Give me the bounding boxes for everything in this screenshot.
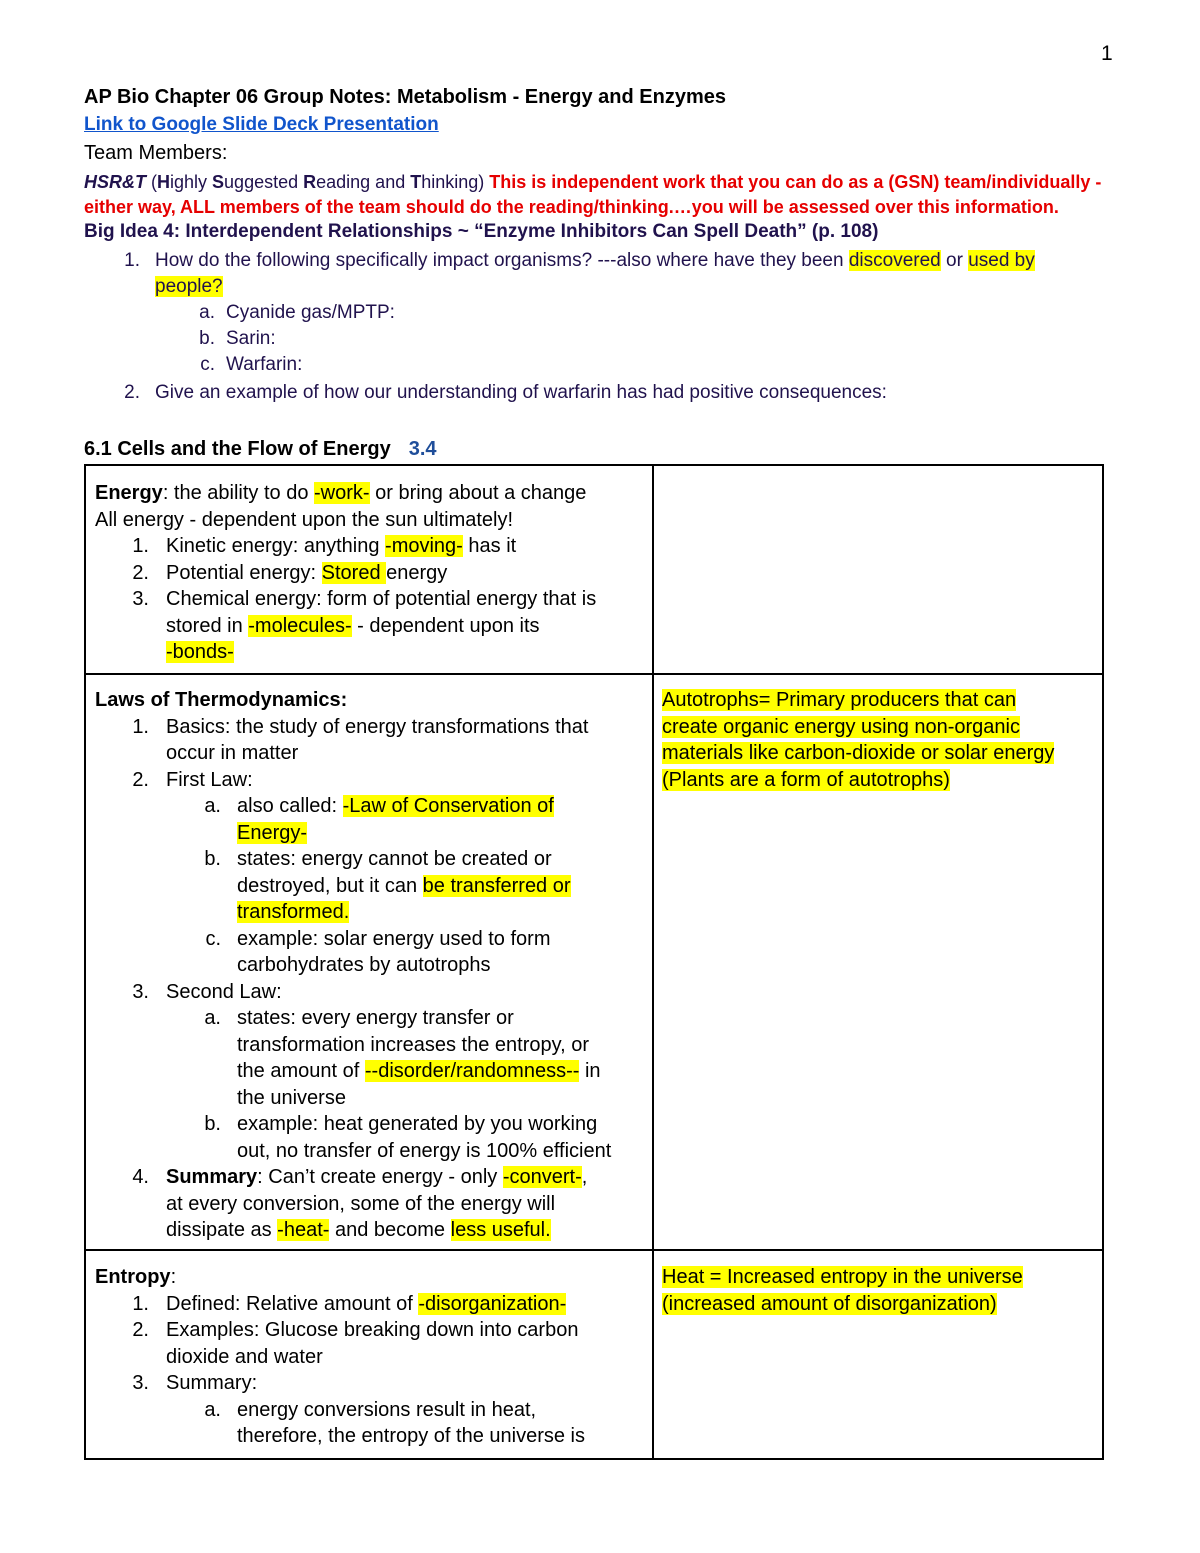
cell-text: Defined: Relative amount of	[166, 1292, 419, 1315]
highlight: -bonds-	[166, 641, 234, 663]
list-number: 2.	[124, 382, 140, 403]
list-number: c.	[200, 354, 215, 375]
big-idea-heading: Big Idea 4: Interdependent Relationships ~ “Enzyme Inhibitors Can Spell Death” (p. 108)	[84, 221, 879, 242]
cell-text: out, no transfer of energy is 100% efficient	[237, 1139, 612, 1162]
list-number: 2.	[132, 768, 149, 791]
cell-text: Chemical energy: form of potential energy that is	[166, 588, 597, 610]
cell-text: states: every energy transfer or	[237, 1007, 514, 1029]
highlight: -disorganization-	[418, 1292, 567, 1315]
hsr-text: R	[303, 172, 317, 192]
hsr-text: eading and	[316, 172, 411, 192]
section-score: 3.4	[408, 438, 437, 460]
cell-text: Basics: the study of energy transformations that	[166, 715, 589, 738]
question-text: Give an example of how our understanding of warfarin has had positive consequences:	[155, 382, 887, 403]
cell-text: - dependent upon its	[351, 614, 540, 637]
highlight: -Law of Conservation of	[342, 795, 554, 817]
thermodynamics-heading: Laws of Thermodynamics:	[95, 689, 348, 711]
highlight: --disorder/randomness--	[364, 1060, 580, 1082]
hsr-red-note: This is independent work that you can do as a (GSN) team/individually - either way, ALL members of the team should do the reading/thinking.…you will be assessed over this information.	[84, 172, 1102, 217]
table-divider	[86, 673, 1102, 675]
list-number: a.	[204, 795, 221, 817]
highlight: -convert-	[502, 1166, 582, 1188]
table-divider	[652, 466, 654, 1458]
hsr-text: (	[146, 172, 157, 192]
highlight: Stored	[321, 561, 387, 584]
highlight: -work-	[314, 482, 370, 504]
highlight: create organic energy using non-organic	[662, 715, 1020, 738]
cell-text: transformation increases the entropy, or	[237, 1033, 590, 1056]
cell-text: the amount of	[237, 1060, 365, 1082]
highlight: (Plants are a form of autotrophs)	[662, 768, 950, 791]
cell-text: at every conversion, some of the energy will	[166, 1192, 556, 1215]
cell-text: therefore, the entropy of the universe is	[237, 1425, 585, 1447]
question-text: How do the following specifically impact organisms? ---also where have they been	[155, 250, 849, 271]
list-number: b.	[204, 848, 221, 870]
cell-text: occur in matter	[166, 742, 299, 764]
cell-text: Kinetic energy: anything	[166, 535, 386, 557]
section-title	[84, 438, 437, 461]
slide-deck-link[interactable]: Link to Google Slide Deck Presentation	[84, 114, 439, 135]
question-1-text-cont	[155, 274, 223, 300]
entropy-heading: Entropy	[95, 1266, 171, 1288]
highlight: Heat = Increased entropy in the universe	[662, 1266, 1023, 1288]
cell-text: dioxide and water	[166, 1345, 323, 1368]
hsr-text: T	[410, 172, 422, 192]
cell-text: states: energy cannot be created or	[237, 848, 552, 870]
cell-text: the universe	[237, 1086, 346, 1109]
table-divider	[86, 1249, 1102, 1251]
cell-text: Summary:	[166, 1372, 258, 1394]
list-number: a.	[199, 302, 215, 323]
list-number: 3.	[132, 980, 149, 1003]
cell-text: : Can’t create energy - only	[257, 1166, 503, 1188]
list-number: b.	[204, 1113, 221, 1135]
highlight: discovered	[848, 250, 941, 271]
highlight: -moving-	[385, 535, 463, 557]
section-title-text: 6.1 Cells and the Flow of Energy	[84, 438, 391, 460]
list-number: 3.	[132, 588, 149, 610]
cell-text: destroyed, but it can	[237, 874, 423, 897]
team-members-label: Team Members:	[84, 142, 228, 164]
hsr-text: hinking)	[421, 172, 485, 192]
hsr-text: S	[212, 172, 225, 192]
highlight: Autotrophs= Primary producers that can	[662, 689, 1017, 711]
list-number: 1.	[132, 535, 149, 557]
cell-text: Examples: Glucose breaking down into carbon	[166, 1319, 579, 1341]
energy-heading: Energy	[95, 482, 163, 504]
list-number: b.	[199, 328, 215, 349]
cell-text: ,	[581, 1166, 588, 1188]
cell-text: also called:	[237, 795, 343, 817]
cell-text: Potential energy:	[166, 561, 322, 584]
cell-text: energy conversions result in heat,	[237, 1398, 537, 1421]
cell-text: and become	[329, 1219, 451, 1241]
list-number: 2.	[132, 1319, 149, 1341]
highlight: Energy-	[237, 821, 308, 844]
cell-text: : the ability to do	[162, 482, 315, 504]
cell-text: example: solar energy used to form	[237, 927, 551, 950]
highlight: -molecules-	[248, 614, 352, 637]
list-number: 4.	[132, 1166, 149, 1188]
cell-text: carbohydrates by autotrophs	[237, 954, 491, 976]
cell-text: :	[170, 1266, 177, 1288]
cell-text: energy	[386, 561, 448, 584]
cell-text: in	[579, 1060, 601, 1082]
cell-text: dissipate as	[166, 1219, 278, 1241]
cell-text: example: heat generated by you working	[237, 1113, 598, 1135]
list-number: 2.	[132, 561, 149, 584]
cell-text: has it	[462, 535, 517, 557]
summary-label: Summary	[166, 1166, 258, 1188]
list-number: c.	[205, 927, 221, 950]
sub-question-text: Sarin:	[226, 328, 276, 349]
page-number: 1	[1101, 42, 1113, 65]
cell-text: stored in	[166, 614, 249, 637]
hsr-text: ighly	[170, 172, 213, 192]
highlight: (increased amount of disorganization)	[662, 1292, 997, 1315]
question-1-text	[155, 248, 1035, 274]
highlight: used by	[968, 250, 1035, 271]
notes-table	[84, 464, 1104, 1460]
sub-question-text: Cyanide gas/MPTP:	[226, 302, 395, 323]
list-number: 1.	[132, 1292, 149, 1315]
highlight: -heat-	[277, 1219, 330, 1241]
list-number: a.	[204, 1007, 221, 1029]
hsr-text: uggested	[224, 172, 304, 192]
highlight: people?	[155, 276, 223, 297]
cell-text: First Law:	[166, 768, 253, 791]
hsr-instructions	[84, 170, 1124, 220]
list-number: 3.	[132, 1372, 149, 1394]
highlight: be transferred or	[422, 874, 571, 897]
document-title: AP Bio Chapter 06 Group Notes: Metabolism - Energy and Enzymes	[84, 86, 726, 108]
question-text: or	[940, 250, 969, 271]
cell-text: All energy - dependent upon the sun ultimately!	[95, 508, 514, 531]
cell-text: Second Law:	[166, 980, 282, 1003]
cell-text: or bring about a change	[369, 482, 587, 504]
highlight: transformed.	[237, 901, 350, 923]
highlight: less useful.	[450, 1219, 551, 1241]
hsr-abbreviation: HSR&T	[84, 172, 146, 192]
list-number: a.	[204, 1398, 221, 1421]
list-number: 1.	[124, 250, 140, 271]
list-number: 1.	[132, 715, 149, 738]
highlight: materials like carbon-dioxide or solar energy	[662, 742, 1055, 764]
hsr-text: H	[157, 172, 170, 192]
sub-question-text: Warfarin:	[226, 354, 303, 375]
